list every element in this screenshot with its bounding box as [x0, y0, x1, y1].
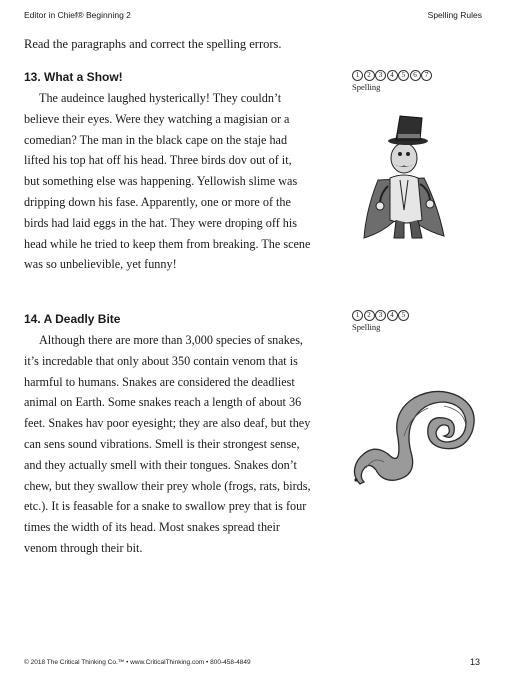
paragraph-line: can sens sound vibrations. Smell is their strongest sense,	[24, 436, 300, 451]
header-title: Editor in Chief® Beginning 2	[24, 10, 131, 20]
paragraph-line: was so unbelievible, yet funny!	[24, 257, 177, 272]
paragraph-line: believe their eyes. Were they watching a magisian or a	[24, 111, 290, 126]
error-count-circles-13	[352, 70, 433, 81]
paragraph-line: comedian? The man in the black cape on the staje had	[24, 132, 288, 147]
count-circle[interactable]: 3	[375, 310, 386, 321]
header-section: Spelling Rules	[427, 10, 482, 20]
paragraph-line: dripping down his fase. Apparently, one or more of the	[24, 194, 291, 209]
instructions: Read the paragraphs and correct the spelling errors.	[24, 37, 282, 51]
paragraph-line: venom through their bit.	[24, 540, 143, 555]
paragraph-line: head while he tried to keep them from breaking. The scene	[24, 236, 311, 251]
count-circle[interactable]: 4	[387, 310, 398, 321]
footer-copyright: © 2018 The Critical Thinking Co.™ • www.CriticalThinking.com • 800-458-4849	[24, 659, 251, 666]
page-number: 13	[469, 657, 480, 667]
category-label-14: Spelling	[352, 322, 381, 332]
paragraph-line: chew, but they swallow their prey whole (frogs, rats, birds,	[24, 478, 311, 493]
count-circle[interactable]: 1	[352, 70, 363, 81]
paragraph-line: times the width of its head. Most snakes spread their	[24, 520, 280, 535]
exercise-14-paragraph	[24, 330, 324, 559]
paragraph-line: animal on Earth. Some snakes reach a length of about 36	[24, 395, 302, 410]
count-circle[interactable]: 2	[364, 310, 375, 321]
count-circle[interactable]: 7	[421, 70, 432, 81]
paragraph-line: feet. Snakes hav poor eyesight; they are also deaf, but they	[24, 416, 311, 431]
error-count-circles-14	[352, 310, 410, 321]
magician-icon	[360, 110, 452, 250]
count-circle[interactable]: 2	[364, 70, 375, 81]
paragraph-line: Although there are more than 3,000 species of snakes,	[39, 333, 303, 347]
count-circle[interactable]: 4	[387, 70, 398, 81]
exercise-13-title: 13. What a Show!	[24, 70, 123, 84]
paragraph-line: etc.). It is feasable for a snake to swallow prey that is four	[24, 499, 307, 514]
paragraph-line: The audeince laughed hysterically! They couldn’t	[39, 91, 282, 105]
paragraph-line: and they actually smell with their tongues. Snakes don’t	[24, 457, 297, 472]
count-circle[interactable]: 5	[398, 70, 409, 81]
snake-icon	[344, 376, 486, 496]
count-circle[interactable]: 3	[375, 70, 386, 81]
count-circle[interactable]: 5	[398, 310, 409, 321]
category-label-13: Spelling	[352, 82, 381, 92]
exercise-14-title: 14. A Deadly Bite	[24, 312, 121, 326]
paragraph-line: it’s incredable that only about 350 contain venom that is	[24, 353, 298, 368]
exercise-13-paragraph	[24, 88, 324, 275]
paragraph-line: but something else was happening. Yellowish slime was	[24, 174, 298, 189]
paragraph-line: harmful to humans. Snakes are considered the deadliest	[24, 374, 295, 389]
paragraph-line: lifted his top hat off his head. Three birds dov out of it,	[24, 153, 292, 168]
count-circle[interactable]: 1	[352, 310, 363, 321]
count-circle[interactable]: 6	[410, 70, 421, 81]
paragraph-line: birds had laid eggs in the hat. They were droping off his	[24, 215, 298, 230]
